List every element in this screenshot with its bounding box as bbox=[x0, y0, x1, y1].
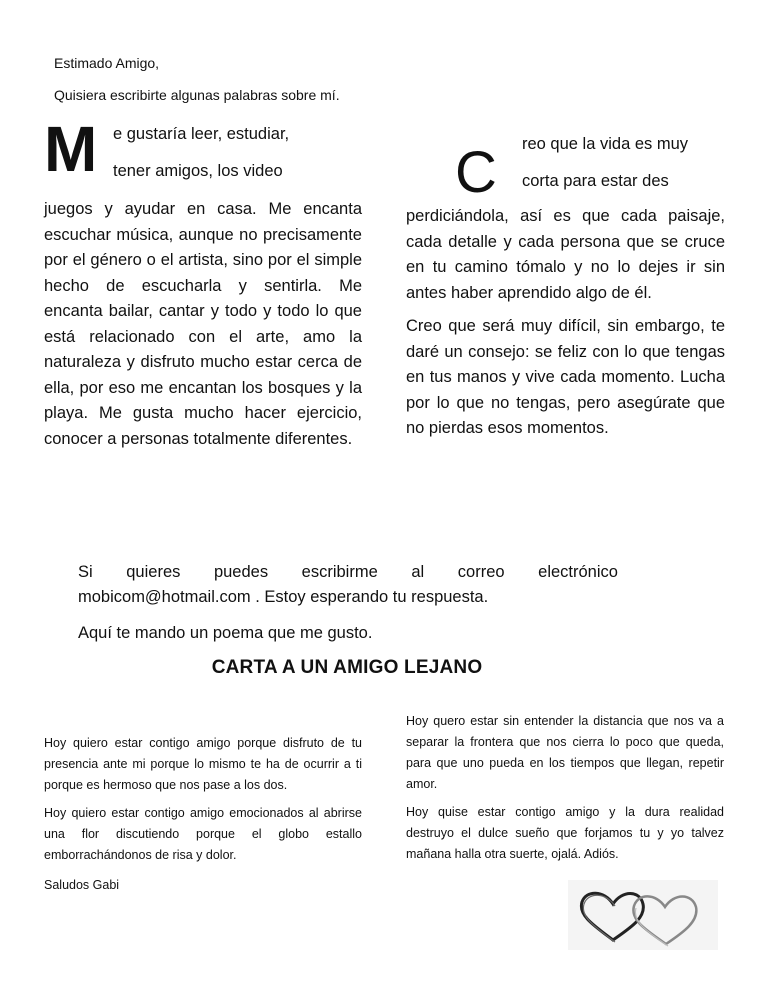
poem-stanza: Hoy quiero estar contigo amigo porque disfruto de tu presencia ante mi porque lo mismo te ha de ocurrir a ti porque es hermoso que nos pase a los dos. bbox=[44, 736, 362, 792]
word: puedes bbox=[213, 563, 269, 581]
right-intro-line-2: corta para estar des bbox=[522, 172, 669, 190]
hearts-illustration bbox=[568, 880, 718, 950]
poem-stanza: Hoy quero estar sin entender la distancia que nos va a separar la frontera que nos cierra lo poco que queda, para que uno pueda en los tiempos que llegan, repetir amor. bbox=[406, 714, 724, 791]
left-paragraph: juegos y ayudar en casa. Me encanta escuchar música, aunque no precisamente por el género o el artista, sino por el simple hecho de escucharla y sentirla. Me encanta bailar, cantar y todo y todo lo que está relacionado con el arte, amo la naturaleza y disfruto mucho estar cerca de ella, por eso me encantan los bosques y la playa. Me gusta mucho hacer ejercicio, conocer a personas totalmente diferentes. bbox=[44, 200, 362, 448]
email-line-2: mobicom@hotmail.com . Estoy esperando tu respuesta. bbox=[78, 588, 489, 606]
left-intro-line-2: tener amigos, los video bbox=[113, 162, 283, 180]
word: electrónico bbox=[538, 563, 618, 581]
right-paragraph-2: Creo que será muy difícil, sin embargo, te daré un consejo: se feliz con lo que tengas en tus manos y vive cada momento. Lucha por lo que no tengas, pero asegúrate que no pierdas esos momentos. bbox=[406, 317, 725, 437]
right-paragraph-1: perdiciándola, así es que cada paisaje, cada detalle y cada persona que se cruce en tu camino tómalo y no lo dejes ir sin antes haber aprendido algo de él. bbox=[406, 207, 725, 302]
signature: Saludos Gabi bbox=[44, 878, 120, 892]
email-line-1 bbox=[78, 561, 618, 583]
poem-intro: Aquí te mando un poema que me gusto. bbox=[78, 624, 373, 642]
poem-left-column bbox=[44, 733, 362, 903]
poem-right-column bbox=[406, 711, 724, 872]
word: escribirme bbox=[301, 563, 378, 581]
right-column-text bbox=[406, 204, 725, 450]
poem-stanza: Hoy quiero estar contigo amigo emocionados al abrirse una flor discutiendo porque el globo estallo emborrachándonos de risa y dolor. bbox=[44, 806, 362, 862]
left-column-text bbox=[44, 197, 362, 460]
dropcap-c: C bbox=[455, 140, 497, 205]
left-intro-line-1: e gustaría leer, estudiar, bbox=[113, 125, 290, 143]
greeting: Estimado Amigo, bbox=[54, 55, 160, 71]
word: al bbox=[411, 563, 425, 581]
word: Si bbox=[78, 563, 93, 581]
poem-title: CARTA A UN AMIGO LEJANO bbox=[211, 657, 483, 678]
intro-text: Quisiera escribirte algunas palabras sobre mí. bbox=[54, 87, 340, 103]
right-intro-line-1: reo que la vida es muy bbox=[522, 135, 689, 153]
dropcap-m: M bbox=[44, 113, 98, 185]
poem-stanza: Hoy quise estar contigo amigo y la dura realidad destruyo el dulce sueño que forjamos tu y yo talvez mañana halla otra suerte, ojalá. Adiós. bbox=[406, 805, 724, 861]
word: quieres bbox=[126, 563, 181, 581]
word: correo bbox=[457, 563, 505, 581]
